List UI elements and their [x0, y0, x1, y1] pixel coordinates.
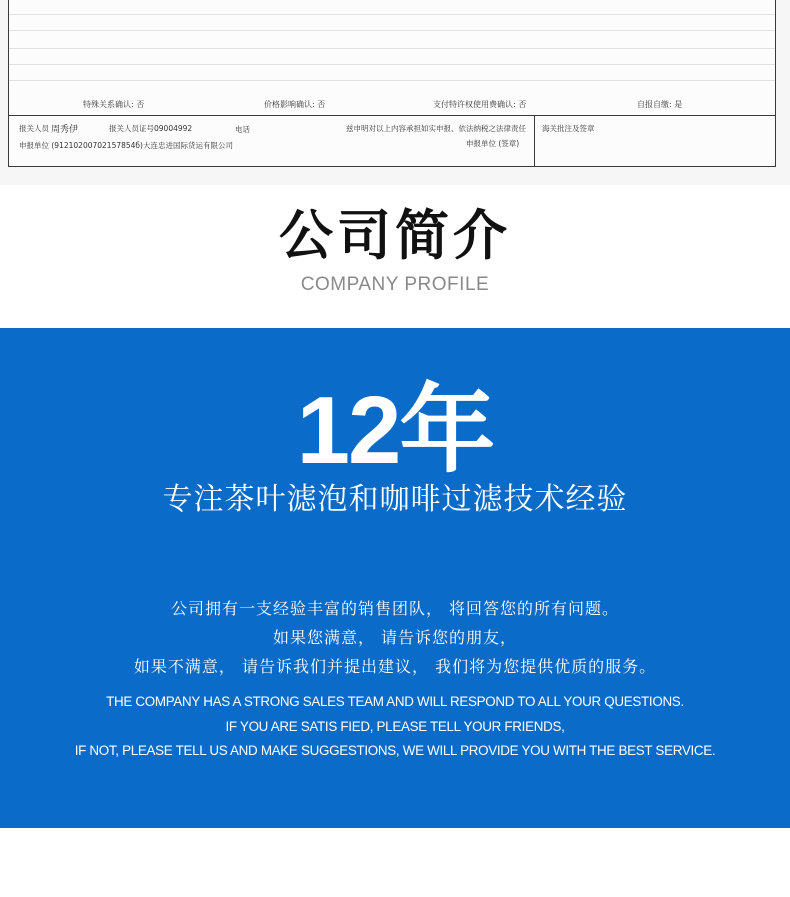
customs-form-image [0, 0, 790, 185]
tagline: 专注茶叶滤泡和咖啡过滤技术经验 [162, 482, 628, 517]
declarant-name: 周秀伊 [51, 125, 79, 135]
form-rule [9, 48, 775, 49]
statement-cell [334, 116, 534, 167]
form-rule [9, 30, 775, 31]
section-heading [0, 200, 790, 296]
form-rule [9, 14, 775, 15]
price-impact-confirm: 价格影响确认: 否 [264, 100, 326, 109]
profile-line-en: IF NOT, PLEASE TELL US AND MAKE SUGGESTIONS, WE WILL PROVIDE YOU WITH THE BEST SERVICE. [74, 743, 716, 758]
special-relation-confirm: 特殊关系确认: 否 [83, 100, 145, 109]
declaration-statement: 兹申明对以上内容承担如实申报、依法纳税之法律责任 [346, 124, 526, 133]
declarant-id: 报关人员证号09004992 [109, 124, 193, 133]
declaring-unit: 申报单位 (91210200702157854б)大连忠进国际货运有限公司 [19, 141, 233, 150]
profile-line-zh: 如果您满意， 请告诉您的朋友， [272, 628, 518, 647]
years-experience: 12年 [296, 377, 494, 484]
declarant-cell [9, 116, 334, 167]
page-subtitle: COMPANY PROFILE [300, 274, 490, 295]
profile-line-en: IF YOU ARE SATIS FIED, PLEASE TELL YOUR FRIENDS, [225, 718, 565, 734]
phone-label: 电话 [235, 125, 250, 134]
form-confirmation-row [9, 95, 775, 116]
profile-line-en: THE COMPANY HAS A STRONG SALES TEAM AND WILL RESPOND TO ALL YOUR QUESTIONS. [106, 694, 684, 709]
declarant-label: 报关人员 [19, 124, 49, 133]
page-title: 公司简介 [279, 204, 511, 267]
customs-approval: 海关批注及签章 [542, 124, 595, 133]
customs-form-sheet [8, 0, 776, 167]
form-rule [9, 64, 775, 65]
customs-approval-cell [534, 116, 777, 167]
profile-line-zh: 如果不满意， 请告诉我们并提出建议， 我们将为您提供优质的服务。 [133, 657, 657, 676]
company-profile-panel [0, 328, 790, 828]
profile-text-en [0, 690, 790, 764]
royalty-confirm: 支付特许权使用费确认: 否 [433, 100, 527, 109]
form-rule [9, 80, 775, 81]
profile-text-zh [0, 594, 790, 681]
form-declarant-row [9, 116, 775, 167]
self-declare-confirm: 自报自缴: 是 [637, 100, 683, 109]
profile-line-zh: 公司拥有一支经验丰富的销售团队， 将回答您的所有问题。 [170, 599, 620, 618]
declaring-unit-seal: 申报单位 (签章) [466, 139, 520, 148]
